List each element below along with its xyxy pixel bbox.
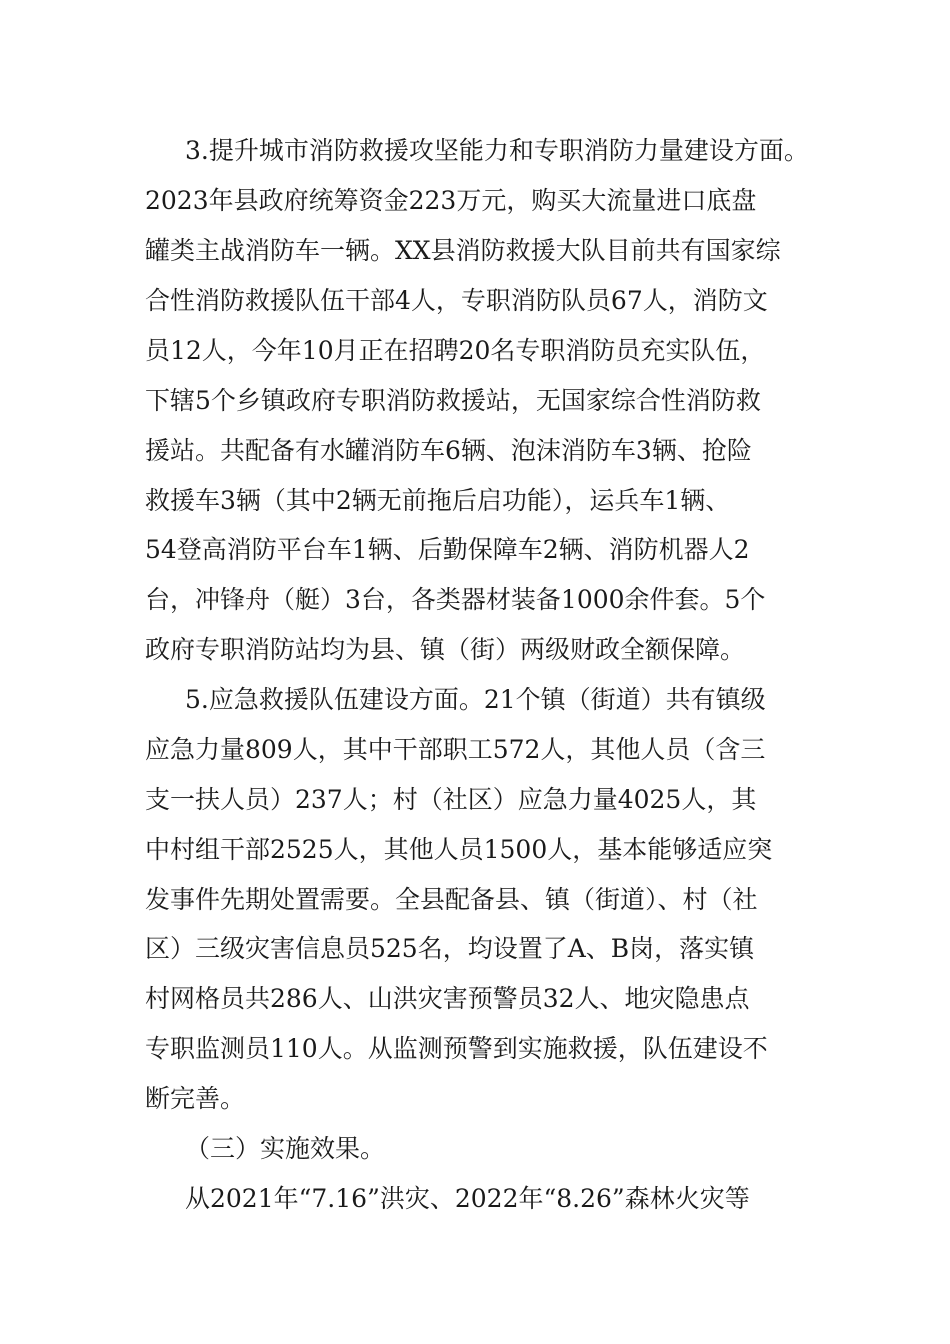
paragraph-3-line-11: 政府专职消防站均为县、镇（街）两级财政全额保障。 bbox=[145, 635, 746, 664]
paragraph-3-line-8: 救援车3辆（其中2辆无前拖后启功能），运兵车1辆、 bbox=[145, 486, 731, 515]
paragraph-3-line-7: 援站。共配备有水罐消防车6辆、泡沫消防车3辆、抢险 bbox=[145, 436, 752, 465]
paragraph-5-line-7: 村网格员共286人、山洪灾害预警员32人、地灾隐患点 bbox=[145, 984, 750, 1013]
paragraph-3-line-1: 3.提升城市消防救援攻坚能力和专职消防力量建设方面。 bbox=[185, 136, 809, 165]
paragraph-3-line-6: 下辖5个乡镇政府专职消防救援站，无国家综合性消防救 bbox=[145, 386, 761, 415]
paragraph-5-line-8: 专职监测员110人。从监测预警到实施救援，队伍建设不 bbox=[145, 1034, 768, 1063]
paragraph-5-line-6: 区）三级灾害信息员525名，均设置了A、B岗，落实镇 bbox=[145, 934, 755, 963]
paragraph-5-line-9: 断完善。 bbox=[145, 1084, 246, 1113]
paragraph-5-line-3: 支一扶人员）237人；村（社区）应急力量4025人，其 bbox=[145, 785, 757, 814]
paragraph-effect-line-1: 从2021年“7.16”洪灾、2022年“8.26”森林火灾等 bbox=[185, 1184, 750, 1213]
paragraph-3-line-2: 2023年县政府统筹资金223万元，购买大流量进口底盘 bbox=[145, 186, 757, 215]
paragraph-5-line-5: 发事件先期处置需要。全县配备县、镇（街道）、村（社 bbox=[145, 885, 758, 914]
section-heading-implementation-effect: （三）实施效果。 bbox=[185, 1134, 386, 1163]
paragraph-3-line-9: 54登高消防平台车1辆、后勤保障车2辆、消防机器人2 bbox=[145, 535, 750, 564]
paragraph-3-line-10: 台，冲锋舟（艇）3台，各类器材装备1000余件套。5个 bbox=[145, 585, 766, 614]
paragraph-5-line-4: 中村组干部2525人，其他人员1500人，基本能够适应突 bbox=[145, 835, 773, 864]
paragraph-5-line-2: 应急力量809人，其中干部职工572人，其他人员（含三 bbox=[145, 735, 766, 764]
paragraph-3-line-4: 合性消防救援队伍干部4人，专职消防队员67人，消防文 bbox=[145, 286, 768, 315]
paragraph-5-line-1: 5.应急救援队伍建设方面。21个镇（街道）共有镇级 bbox=[185, 685, 766, 714]
paragraph-3-line-5: 员12人，今年10月正在招聘20名专职消防员充实队伍， bbox=[145, 336, 766, 365]
paragraph-3-line-3: 罐类主战消防车一辆。XX县消防救援大队目前共有国家综 bbox=[145, 236, 781, 265]
